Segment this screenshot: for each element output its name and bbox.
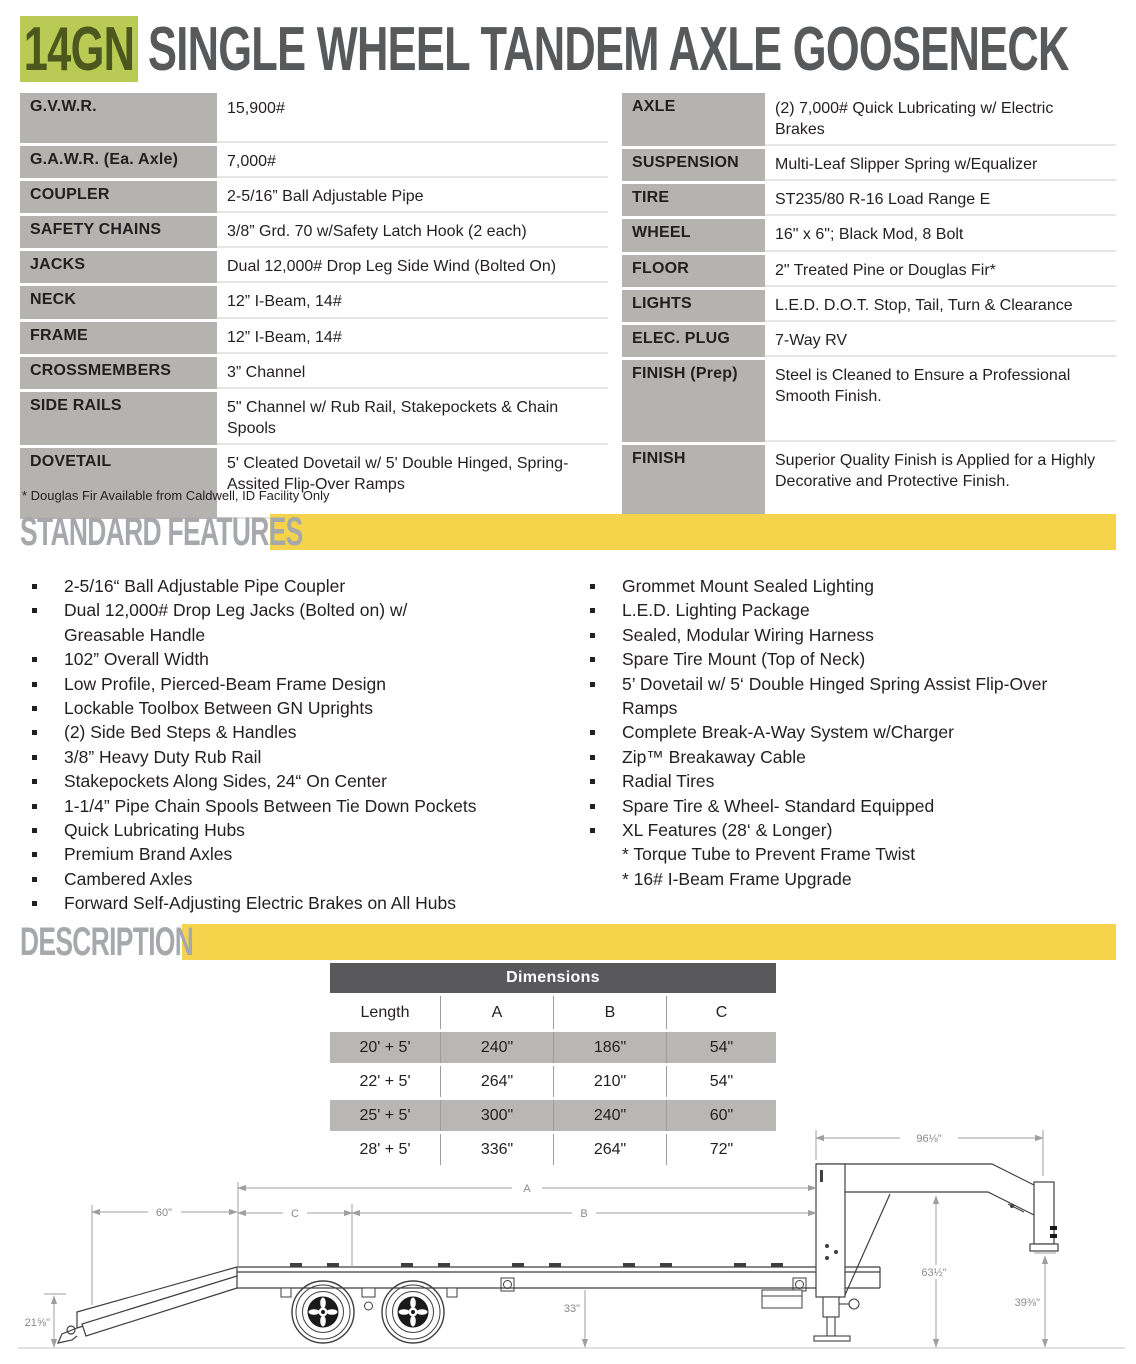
- feature-text: Premium Brand Axles: [64, 844, 233, 865]
- spec-row: [622, 149, 1116, 181]
- feature-text: 102” Overall Width: [64, 649, 209, 670]
- trailer-technical-drawing: [0, 1100, 1136, 1364]
- footnote: * Douglas Fir Available from Caldwell, ID Facility Only: [22, 488, 330, 503]
- table-cell: 25' + 5': [330, 1100, 440, 1131]
- spec-label: G.V.W.R.: [20, 93, 217, 143]
- feature-text: 1-1/4” Pipe Chain Spools Between Tie Down Pockets: [64, 795, 477, 816]
- yellow-bar: [182, 924, 1116, 960]
- feature-item: [578, 647, 1068, 671]
- spec-row: [20, 448, 608, 519]
- spec-table-right: [622, 93, 1116, 519]
- feature-text: Complete Break-A-Way System w/Charger: [622, 722, 954, 743]
- section-standard-features: [20, 509, 1116, 554]
- spec-value: ST235/80 R-16 Load Range E: [765, 184, 1116, 216]
- bullet-icon: [32, 755, 37, 760]
- spec-value: 5' Cleated Dovetail w/ 5' Double Hinged, Spring-Assited Flip-Over Ramps: [217, 448, 608, 519]
- feature-text: Low Profile, Pierced-Beam Frame Design: [64, 673, 386, 694]
- table-cell: 336": [440, 1134, 553, 1165]
- feature-subitem: * 16# I-Beam Frame Upgrade: [622, 868, 852, 889]
- feature-text: XL Features (28‘ & Longer): [622, 820, 833, 841]
- features-list-right: [578, 574, 1068, 891]
- feature-text: Grommet Mount Sealed Lighting: [622, 576, 874, 596]
- bullet-icon: [32, 901, 37, 906]
- feature-item: [578, 598, 1068, 622]
- bullet-icon: [32, 828, 37, 833]
- spec-row: [20, 251, 608, 283]
- spec-label: SUSPENSION: [622, 149, 765, 181]
- spec-value: 3” Channel: [217, 357, 608, 389]
- table-cell: 210": [553, 1066, 666, 1097]
- spec-value: Dual 12,000# Drop Leg Side Wind (Bolted On): [217, 251, 608, 283]
- feature-item: [20, 720, 480, 744]
- table-row: [330, 1066, 776, 1097]
- bullet-icon: [32, 779, 37, 784]
- feature-item: [578, 818, 1068, 842]
- spec-value: 2" Treated Pine or Douglas Fir*: [765, 255, 1116, 287]
- spec-value: L.E.D. D.O.T. Stop, Tail, Turn & Clearance: [765, 290, 1116, 322]
- feature-item: [20, 745, 480, 769]
- feature-item: [578, 623, 1068, 647]
- feature-text: Spare Tire Mount (Top of Neck): [622, 649, 866, 670]
- spec-value: 5" Channel w/ Rub Rail, Stakepockets & Chain Spools: [217, 392, 608, 445]
- spec-label: LIGHTS: [622, 290, 765, 322]
- spec-row: [20, 216, 608, 248]
- model-badge-text: 14GN: [23, 14, 135, 84]
- spec-label: AXLE: [622, 93, 765, 146]
- table-cell: 264": [553, 1134, 666, 1165]
- spec-row: [20, 181, 608, 213]
- model-badge: [20, 16, 138, 82]
- page-title: [148, 16, 1136, 82]
- feature-text: Stakepockets Along Sides, 24“ On Center: [64, 771, 387, 792]
- dimensions-header-row: [330, 996, 776, 1029]
- feature-item: [20, 794, 480, 818]
- table-cell: 72": [666, 1134, 776, 1165]
- dim-label-33: 33": [563, 1303, 580, 1315]
- wheel-rear: [382, 1281, 444, 1343]
- features-list-left: [20, 574, 480, 916]
- feature-item: [20, 769, 480, 793]
- spec-row: [622, 445, 1116, 516]
- section-heading-text: STANDARD FEATURES: [20, 509, 303, 554]
- feature-item: [20, 867, 480, 891]
- table-cell: 54": [666, 1032, 776, 1063]
- bullet-icon: [590, 804, 595, 809]
- feature-text: Zip™ Breakaway Cable: [622, 746, 806, 767]
- spec-label: G.A.W.R. (Ea. Axle): [20, 146, 217, 178]
- bullet-icon: [590, 755, 595, 760]
- feature-item: [578, 672, 1068, 721]
- spec-row: [622, 290, 1116, 322]
- spec-label: ELEC. PLUG: [622, 325, 765, 357]
- feature-text: Forward Self-Adjusting Electric Brakes on All Hubs: [64, 893, 456, 914]
- column-header: B: [553, 996, 666, 1029]
- spec-row: [622, 93, 1116, 146]
- spec-value: (2) 7,000# Quick Lubricating w/ Electric Brakes: [765, 93, 1116, 146]
- spec-label: WHEEL: [622, 219, 765, 251]
- dim-label-c: C: [291, 1208, 299, 1220]
- bullet-icon: [590, 657, 595, 662]
- dim-label-96: 96⅛": [916, 1133, 942, 1145]
- spec-label: FINISH: [622, 445, 765, 516]
- spec-row: [622, 255, 1116, 287]
- feature-text: L.E.D. Lighting Package: [622, 600, 810, 621]
- spec-value: Superior Quality Finish is Applied for a Highly Decorative and Protective Finish.: [765, 445, 1116, 516]
- spec-row: [622, 219, 1116, 251]
- spec-row: [20, 322, 608, 354]
- dim-label-b: B: [580, 1208, 588, 1220]
- toolbox-step: [762, 1290, 802, 1308]
- spec-label: FINISH (Prep): [622, 360, 765, 442]
- bullet-icon: [32, 682, 37, 687]
- bullet-icon: [590, 633, 595, 638]
- bullet-icon: [590, 730, 595, 735]
- feature-text: 5’ Dovetail w/ 5‘ Double Hinged Spring Assist Flip-Over Ramps: [622, 673, 1048, 719]
- bullet-icon: [32, 706, 37, 711]
- table-cell: 28' + 5': [330, 1134, 440, 1165]
- spec-value: 12” I-Beam, 14#: [217, 322, 608, 354]
- bullet-icon: [32, 730, 37, 735]
- spec-label: NECK: [20, 286, 217, 318]
- spec-label: FLOOR: [622, 255, 765, 287]
- yellow-bar: [270, 514, 1116, 550]
- feature-item: [20, 647, 480, 671]
- section-heading: [20, 919, 194, 964]
- spec-value: Multi-Leaf Slipper Spring w/Equalizer: [765, 149, 1116, 181]
- spec-label: FRAME: [20, 322, 217, 354]
- spec-row: [622, 325, 1116, 357]
- section-heading-text: DESCRIPTION: [20, 919, 194, 964]
- spec-table-left: [20, 93, 608, 522]
- table-cell: 186": [553, 1032, 666, 1063]
- column-header: Length: [330, 996, 440, 1029]
- column-header: C: [666, 996, 776, 1029]
- feature-item: [20, 891, 480, 915]
- feature-item: [578, 574, 1068, 598]
- jack-legs: [814, 1297, 859, 1341]
- tie-down-spools: [501, 1278, 806, 1291]
- spec-row: [622, 184, 1116, 216]
- spec-value: Steel is Cleaned to Ensure a Professional Smooth Finish.: [765, 360, 1116, 442]
- spec-label: SIDE RAILS: [20, 392, 217, 445]
- feature-item: [20, 842, 480, 866]
- spec-label: COUPLER: [20, 181, 217, 213]
- table-cell: 264": [440, 1066, 553, 1097]
- bullet-icon: [590, 779, 595, 784]
- feature-item: [20, 574, 480, 598]
- ramp-dovetail: [58, 1267, 237, 1343]
- dim-label-60: 60": [155, 1207, 173, 1219]
- feature-item: [578, 720, 1068, 744]
- bullet-icon: [32, 584, 37, 589]
- coupler: [1030, 1182, 1058, 1251]
- feature-item: [20, 672, 480, 696]
- spec-label: CROSSMEMBERS: [20, 357, 217, 389]
- page-header: [20, 16, 1136, 82]
- table-cell: 60": [666, 1100, 776, 1131]
- feature-text: 2-5/16“ Ball Adjustable Pipe Coupler: [64, 576, 346, 596]
- spec-row: [20, 286, 608, 318]
- spec-label: SAFETY CHAINS: [20, 216, 217, 248]
- bullet-icon: [32, 852, 37, 857]
- feature-text: Quick Lubricating Hubs: [64, 820, 245, 841]
- feature-text: (2) Side Bed Steps & Handles: [64, 722, 297, 743]
- table-cell: 54": [666, 1066, 776, 1097]
- trailer-side-view: [58, 1164, 1058, 1343]
- feature-text: Spare Tire & Wheel- Standard Equipped: [622, 795, 935, 816]
- spec-row: [20, 93, 608, 143]
- dimension-lines: [44, 1130, 1056, 1347]
- column-header: A: [440, 996, 553, 1029]
- feature-text: Radial Tires: [622, 771, 715, 792]
- spec-row: [622, 360, 1116, 442]
- spec-row: [20, 146, 608, 178]
- feature-item: [20, 598, 480, 647]
- spec-value: 16" x 6"; Black Mod, 8 Bolt: [765, 219, 1116, 251]
- bullet-icon: [590, 608, 595, 613]
- spec-label: TIRE: [622, 184, 765, 216]
- table-cell: 22' + 5': [330, 1066, 440, 1097]
- spec-label: JACKS: [20, 251, 217, 283]
- bullet-icon: [32, 657, 37, 662]
- feature-item: [578, 769, 1068, 793]
- bullet-icon: [590, 584, 595, 589]
- table-cell: 300": [440, 1100, 553, 1131]
- bullet-icon: [32, 804, 37, 809]
- feature-item: [20, 818, 480, 842]
- feature-text: Lockable Toolbox Between GN Uprights: [64, 698, 374, 719]
- spec-row: [20, 392, 608, 445]
- section-description: [20, 919, 1116, 964]
- spec-value: 2-5/16” Ball Adjustable Pipe: [217, 181, 608, 213]
- section-heading: [20, 509, 303, 554]
- feature-text: Dual 12,000# Drop Leg Jacks (Bolted on) w/ Greasable Handle: [64, 600, 408, 645]
- feature-item: [20, 696, 480, 720]
- feature-text: 3/8” Heavy Duty Rub Rail: [64, 746, 262, 767]
- bullet-icon: [590, 828, 595, 833]
- feature-text: Cambered Axles: [64, 868, 193, 889]
- spec-value: 3/8” Grd. 70 w/Safety Latch Hook (2 each): [217, 216, 608, 248]
- bullet-icon: [32, 877, 37, 882]
- table-cell: 240": [553, 1100, 666, 1131]
- feature-text: Sealed, Modular Wiring Harness: [622, 624, 874, 645]
- table-row: [330, 1032, 776, 1063]
- spec-value: 12” I-Beam, 14#: [217, 286, 608, 318]
- spec-label: DOVETAIL: [20, 448, 217, 519]
- bullet-icon: [590, 682, 595, 687]
- spec-value: 7-Way RV: [765, 325, 1116, 357]
- table-cell: 20' + 5': [330, 1032, 440, 1063]
- dim-label-63: 63½": [921, 1267, 947, 1279]
- dimensions-table-title: Dimensions: [330, 963, 776, 993]
- feature-subitem: * Torque Tube to Prevent Frame Twist: [622, 844, 916, 865]
- wheel-front: [292, 1281, 354, 1343]
- spec-value: 7,000#: [217, 146, 608, 178]
- feature-item: [578, 745, 1068, 769]
- dim-label-21: 21⅝": [24, 1317, 50, 1329]
- bullet-icon: [32, 608, 37, 613]
- table-cell: 240": [440, 1032, 553, 1063]
- dim-label-39: 39⅜": [1014, 1297, 1040, 1309]
- spec-row: [20, 357, 608, 389]
- spec-value: 15,900#: [217, 93, 608, 143]
- feature-item: [578, 794, 1068, 818]
- dim-label-a: A: [523, 1183, 531, 1195]
- page-title-text: SINGLE WHEEL TANDEM AXLE GOOSENECK: [148, 14, 1069, 84]
